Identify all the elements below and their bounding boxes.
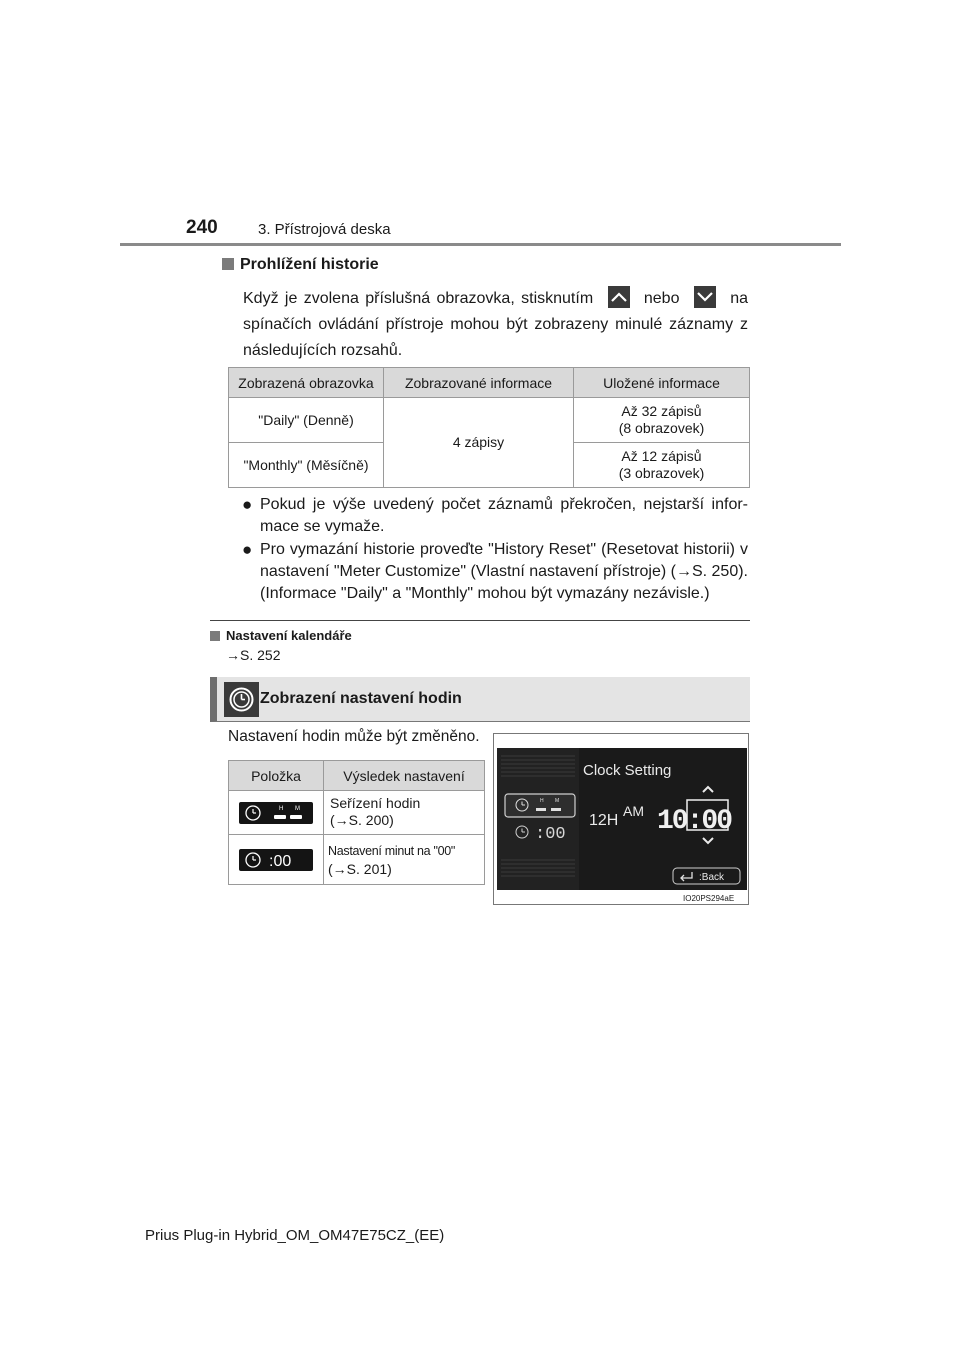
list-item xyxy=(242,494,748,538)
table-cell: "Monthly" (Měsíčně) xyxy=(229,443,384,488)
bullet-dot-icon: ● xyxy=(242,495,253,514)
calendar-heading xyxy=(210,628,352,643)
result-line: (→S. 201) xyxy=(328,861,392,877)
history-table xyxy=(228,367,750,488)
menu-hour-label: H xyxy=(540,798,544,804)
history-para-before: Když je zvolena příslušná obrazovka, stisknutím xyxy=(243,290,594,307)
chevron-down-icon xyxy=(694,286,716,308)
table-row xyxy=(229,791,485,835)
menu-minutes-reset: :00 xyxy=(535,825,566,844)
clock-table xyxy=(228,760,485,885)
result-line: Seřízení hodin xyxy=(330,795,421,811)
square-bullet-icon xyxy=(222,258,234,270)
figure-title: Clock Setting xyxy=(583,762,672,779)
table-cell: "Daily" (Denně) xyxy=(229,398,384,443)
chapter-title: 3. Přístrojová deska xyxy=(258,221,391,238)
minutes-zero-text: :00 xyxy=(269,852,292,870)
result-line: (→S. 200) xyxy=(330,812,394,828)
table-header-row xyxy=(229,368,750,398)
minute-label: M xyxy=(295,805,300,812)
bullet-text: Pokud je výše uvedený počet záznamů překročen, nejstarší infor-mace se vymaže. xyxy=(260,496,748,535)
calendar-heading-text: Nastavení kalendáře xyxy=(226,628,352,643)
table-header-row xyxy=(229,761,485,791)
table-header: Zobrazená obrazovka xyxy=(229,368,384,398)
stored-line: Až 32 zápisů xyxy=(621,403,702,419)
back-label: :Back xyxy=(699,872,725,883)
table-header: Zobrazované informace xyxy=(384,368,574,398)
list-item xyxy=(242,539,748,605)
table-row xyxy=(229,835,485,885)
hour-label: H xyxy=(279,805,284,812)
figure-mode: 12H xyxy=(589,812,619,829)
menu-minute-label: M xyxy=(555,798,560,804)
table-cell xyxy=(229,835,324,885)
table-cell xyxy=(574,443,750,488)
history-paragraph xyxy=(243,286,748,364)
stored-line: (3 obrazovek) xyxy=(618,465,705,481)
table-cell xyxy=(574,398,750,443)
clock-setting-screen xyxy=(497,748,747,890)
history-heading-text: Prohlížení historie xyxy=(240,256,379,273)
header-rule xyxy=(120,243,841,246)
clock-minutes-reset-icon xyxy=(239,849,313,871)
figure-code: IO20PS294aE xyxy=(683,894,735,903)
table-cell xyxy=(324,835,485,885)
chevron-up-icon xyxy=(608,286,630,308)
bullet-dot-icon: ● xyxy=(242,540,253,559)
stored-line: (8 obrazovek) xyxy=(618,420,705,436)
clock-hm-adjust-icon xyxy=(239,802,313,824)
clock-body-text: Nastavení hodin může být změněno. xyxy=(228,728,480,745)
figure-time: 10:00 xyxy=(657,806,732,837)
table-cell xyxy=(229,791,324,835)
history-para-after: na spínačích ovládání přístroje mohou být zobrazeny minulé záznamy z následujících rozsahů. xyxy=(243,290,748,359)
table-header: Položka xyxy=(229,761,324,791)
footer-doc-id: Prius Plug-in Hybrid_OM_OM47E75CZ_(EE) xyxy=(145,1227,445,1244)
history-para-between: nebo xyxy=(643,290,680,307)
section-divider xyxy=(210,620,750,621)
table-header: Uložené informace xyxy=(574,368,750,398)
table-header: Výsledek nastavení xyxy=(324,761,485,791)
clock-section-title: Zobrazení nastavení hodin xyxy=(260,690,462,707)
history-heading xyxy=(222,256,379,274)
calendar-page-ref: →S. 252 xyxy=(226,647,281,663)
bullet-text: Pro vymazání historie proveďte "History Reset" (Resetovat historii) v nastavení "Meter Customize" (Vlastní nastavení přístroje) (→S. 250). (Informace "Daily" a "Monthly" mohou být vymazány nezávisle.) xyxy=(260,541,748,602)
page-number: 240 xyxy=(186,217,218,238)
figure-ampm: AM xyxy=(623,803,644,819)
stored-line: Až 12 zápisů xyxy=(621,448,702,464)
table-row xyxy=(229,398,750,443)
table-cell xyxy=(324,791,485,835)
square-bullet-icon xyxy=(210,631,220,641)
result-line: Nastavení minut na "00" xyxy=(328,844,456,858)
table-cell: 4 zápisy xyxy=(384,398,574,488)
clock-settings-icon xyxy=(224,682,259,717)
